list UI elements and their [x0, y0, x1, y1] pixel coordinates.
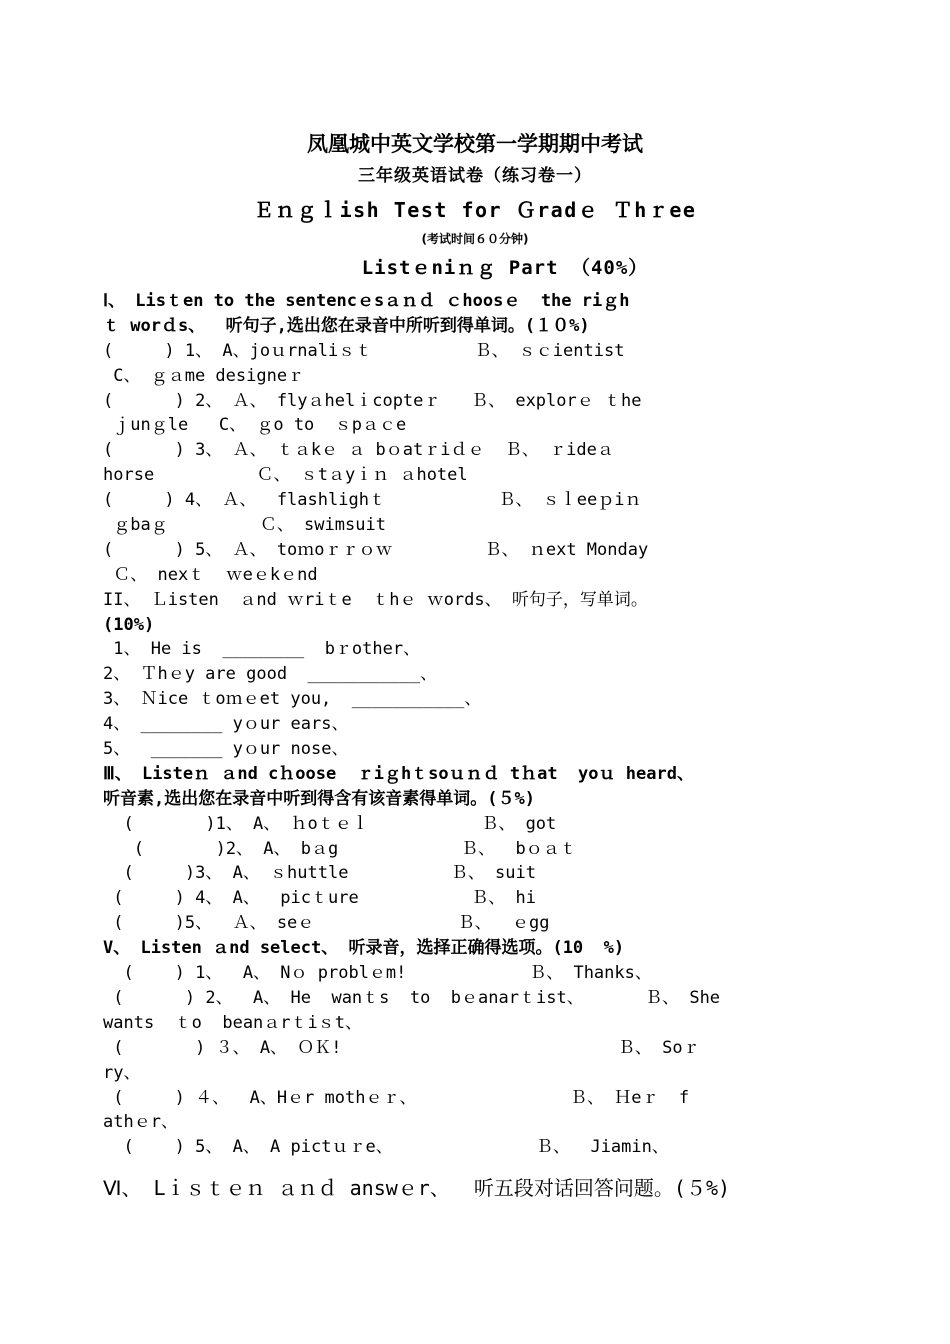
question-line: athｅr、	[103, 1112, 178, 1133]
section-2-points: (10%)	[103, 614, 155, 635]
paper-title: 三年级英语试卷（练习卷一）	[358, 166, 592, 186]
question-line: horse Ｃ、 ｓtａyｉｎ ａhotel	[103, 465, 468, 486]
question-line: 1、 He is ________ bｒother、	[103, 639, 421, 660]
section-3-heading: Ⅲ、 Listeｎ ａnd cｈoose ｒiｇhｔsoｕｎｄ tｈat yoｕ heard、	[103, 763, 694, 784]
part-title: Listｅniｎｇ Part （40%）	[361, 257, 649, 279]
question-line: 2、 Ｔhｅy are good ___________、	[103, 664, 438, 685]
exam-body	[103, 289, 903, 1203]
question-line: ( ) 2、 A、 He wanｔs to bｅanarｔist、 Ｂ、 She	[103, 987, 721, 1008]
question-line: ( )3、 A、 ｓhuttle Ｂ、 suit	[103, 863, 536, 884]
question-line: Ｃ、 nexｔ ｗeｅkｅnd	[103, 564, 318, 585]
question-line: ( )2、 A、 bａg Ｂ、 bｏａｔ	[103, 838, 577, 859]
question-line: 4、 ________ yｏur ears、	[103, 714, 349, 735]
question-line: ( ) 1、 A、joｕrnaliｓｔ Ｂ、 ｓｃientist	[103, 340, 625, 361]
section-6-heading: Ⅵ、 Lｉｓｔｅｎ ａｎｄ answｅr、 听五段对话回答问题。(５%)	[103, 1176, 731, 1201]
question-line: ( )5、 Ａ、 seｅ Ｂ、 ｅgg	[103, 913, 550, 934]
question-line: ( ) 5、 Ａ、 toｍoｒｒｏｗ Ｂ、 ｎext Monday	[103, 539, 649, 560]
question-line: 3、 Ｎice ｔoｍｅet you, ___________、	[103, 689, 482, 710]
question-line: ( ) 1、 A、 Nｏ problｅm! Ｂ、 Thanks、	[103, 963, 652, 984]
exam-time: (考试时间６０分钟)	[421, 232, 529, 246]
question-line: ( ) 4、 Ａ、 flashlighｔ Ｂ、 ｓｌeeｐiｎ	[103, 490, 642, 511]
section-1-heading: Ⅰ、 Lisｔen to the sentencｅsａｎｄ ｃhoosｅ the riｇh	[103, 291, 630, 311]
question-line: ( ) 2、 Ａ、 flyａhelｉcopteｒ Ｂ、 explorｅ ｔhe	[103, 390, 642, 411]
english-title: Ｅｎｇｌish Test for Ｇradｅ Ｔhｒee	[253, 198, 697, 222]
school-title: 凤凰城中英文学校第一学期期中考试	[307, 132, 643, 156]
question-line: ( ) 4、 A、 picｔure Ｂ、 hi	[103, 888, 536, 909]
question-line: ( ) ３、 A、 ＯＫ! Ｂ、 Soｒ	[103, 1037, 700, 1058]
question-line: ( ) 5、 A、 A pictｕｒe、 Ｂ、 Jiamin、	[103, 1137, 669, 1158]
question-line: ｇbaｇ Ｃ、 swimsuit	[103, 515, 386, 536]
question-line: ( ) ４、 A、Hｅr mothｅｒ、 Ｂ、 Ｈeｒ f	[103, 1087, 690, 1108]
question-line: 5、 _______ yｏur nose、	[103, 739, 349, 760]
question-line: ( ) 3、 Ａ、 ｔａkｅ ａ bｏatｒiｄｅ Ｂ、 ｒideａ	[103, 440, 614, 461]
section-5-heading: V、 Listen ａnd select、 听录音，选择正确得选项。(10 %)	[103, 938, 625, 959]
question-line: ｊunｇle C、 ｇo to ｓpａｃe	[103, 415, 407, 436]
section-3-heading-cont: 听音素,选出您在录音中听到得含有该音素得单词。(５%)	[103, 788, 535, 809]
section-2-heading: II、 Ｌisten ａnd ｗriｔe ｔhｅ ｗords、 听句子，写单词。	[103, 589, 648, 610]
question-line: wants ｔo beanａrｔiｓt、	[103, 1012, 362, 1033]
question-line: C、 ｇａme designeｒ	[103, 365, 305, 386]
question-line: ry、	[103, 1062, 141, 1083]
section-1-heading-cont: ｔ worｄs、 听句子,选出您在录音中所听到得单词。(１０%)	[103, 315, 590, 336]
question-line: ( )1、 A、 ｈoｔｅｌ Ｂ、 got	[103, 813, 557, 834]
